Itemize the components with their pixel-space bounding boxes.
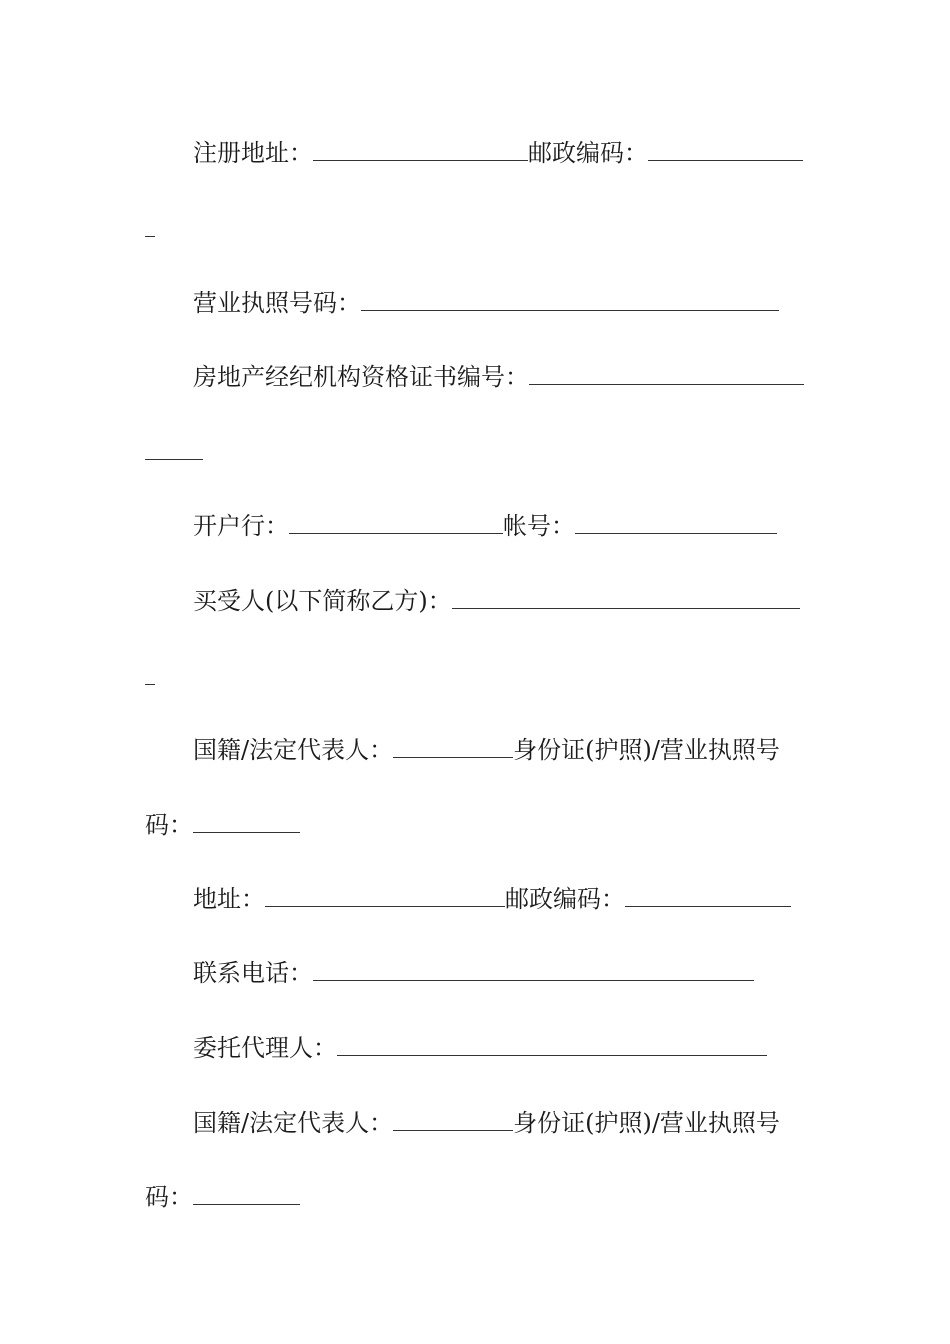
phone-blank[interactable] [313,958,754,981]
bank-blank[interactable] [289,511,503,534]
agency-certificate-blank[interactable] [529,362,804,385]
business-license-label: 营业执照号码： [193,289,361,317]
agent-blank[interactable] [337,1033,767,1056]
business-license-row [145,288,858,318]
agent-row [145,1033,858,1063]
bank-label: 开户行： [193,512,289,540]
agent-label: 委托代理人： [193,1034,337,1062]
id-label-continued: 码： [145,811,193,839]
postal-code-blank[interactable] [648,138,803,161]
id-number-blank[interactable] [193,810,300,833]
buyer-address-label: 地址： [193,885,265,913]
registered-address-blank[interactable] [313,138,528,161]
registered-address-row [145,138,858,168]
buyer-address-row [145,884,858,914]
account-label: 帐号： [503,512,575,540]
postal-code-blank-continued [145,235,155,237]
buyer-blank-continued [145,683,155,685]
id-number-row-1 [145,810,810,840]
id-label-2: 身份证(护照)/营业执照号 [513,1109,780,1137]
buyer-postal-blank[interactable] [625,884,791,907]
nationality-blank[interactable] [393,735,513,758]
phone-label: 联系电话： [193,959,313,987]
nationality-label: 国籍/法定代表人： [193,736,394,764]
postal-code-label: 邮政编码： [528,139,648,167]
nationality-row-1 [145,735,858,765]
bank-row [145,511,858,541]
id-number-blank-2[interactable] [193,1182,300,1205]
phone-row [145,958,858,988]
id-label-continued-2: 码： [145,1183,193,1211]
agency-certificate-row [145,362,858,392]
buyer-blank[interactable] [452,586,800,609]
nationality-blank-2[interactable] [393,1108,513,1131]
business-license-blank[interactable] [361,288,779,311]
nationality-row-2 [145,1108,858,1138]
buyer-postal-label: 邮政编码： [505,885,625,913]
agency-certificate-blank-continued [145,458,203,460]
id-number-row-2 [145,1182,810,1212]
agency-certificate-label: 房地产经纪机构资格证书编号： [193,363,529,391]
account-blank[interactable] [575,511,777,534]
nationality-label-2: 国籍/法定代表人： [193,1109,394,1137]
buyer-address-blank[interactable] [265,884,505,907]
buyer-row [145,586,858,616]
buyer-label: 买受人(以下简称乙方)： [193,587,452,615]
id-label: 身份证(护照)/营业执照号 [513,736,780,764]
registered-address-label: 注册地址： [193,139,313,167]
